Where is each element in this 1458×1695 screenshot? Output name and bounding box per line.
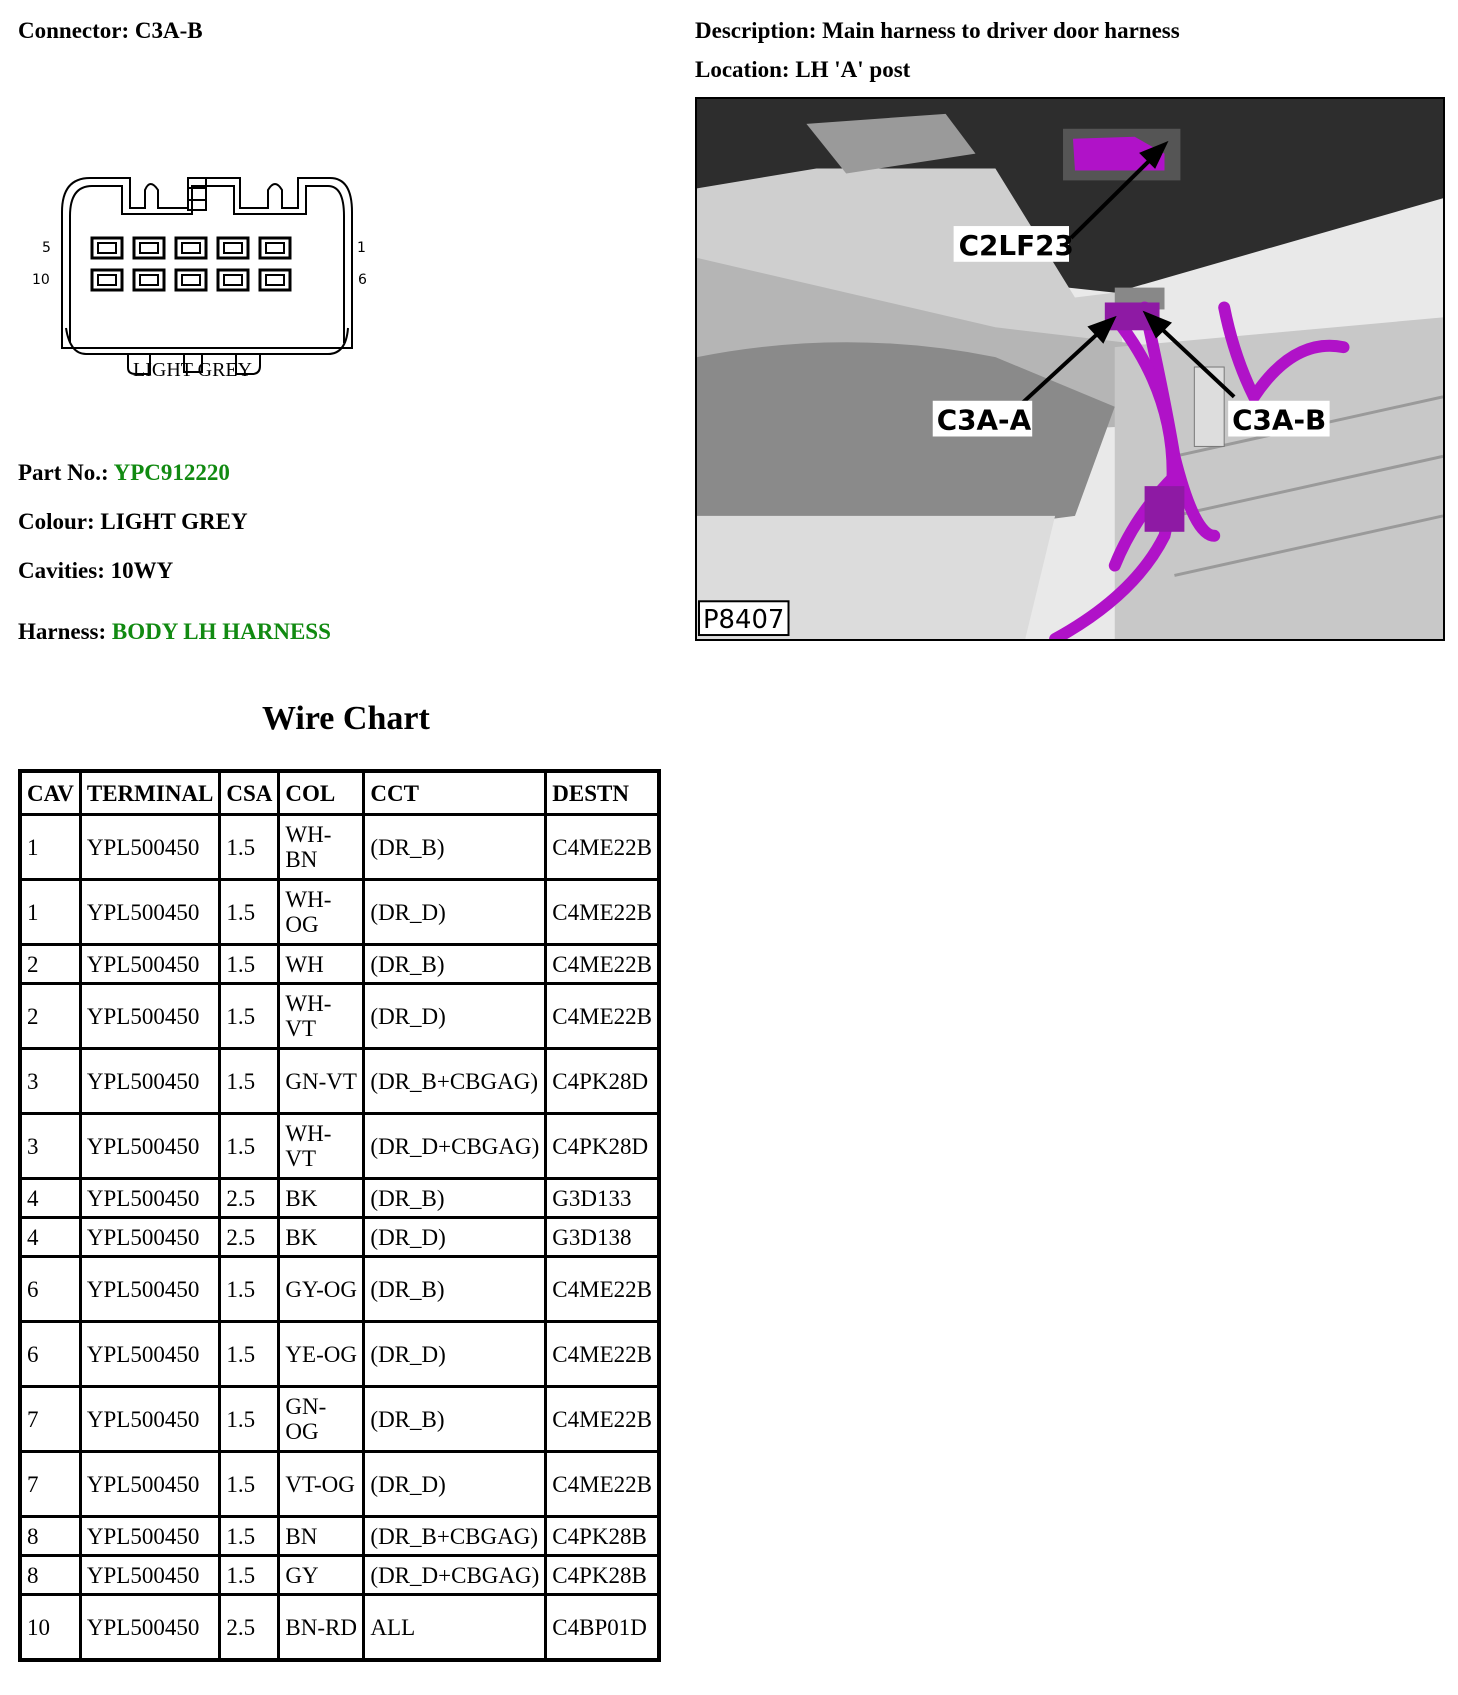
table-cell-cct: (DR_B+CBGAG) (364, 1049, 546, 1114)
table-cell-terminal: YPL500450 (80, 1257, 220, 1322)
wire-chart-table (18, 769, 661, 1662)
table-cell-terminal: YPL500450 (80, 1556, 220, 1595)
table-row (20, 1387, 659, 1452)
pin-cavity-inner (224, 243, 242, 253)
colour-label: Colour: (18, 509, 95, 534)
pin-cavity (260, 270, 290, 290)
table-cell-destn: C4ME22B (546, 984, 659, 1049)
table-row (20, 1257, 659, 1322)
table-cell-cct: (DR_B) (364, 1257, 546, 1322)
table-row (20, 880, 659, 945)
table-cell-terminal: YPL500450 (80, 984, 220, 1049)
table-cell-terminal: YPL500450 (80, 1049, 220, 1114)
table-cell-cct: (DR_B) (364, 1387, 546, 1452)
table-cell-col: WH-BN (279, 815, 364, 880)
table-cell-col: BN (279, 1517, 364, 1556)
pin-label-6: 6 (358, 272, 367, 288)
table-cell-destn: C4ME22B (546, 945, 659, 984)
pin-cavity-inner (224, 275, 242, 285)
table-cell-cav: 10 (20, 1595, 80, 1661)
column-header: CAV (20, 771, 80, 815)
table-cell-cct: (DR_D) (364, 880, 546, 945)
table-cell-cav: 2 (20, 984, 80, 1049)
table-cell-cct: (DR_B) (364, 815, 546, 880)
table-cell-terminal: YPL500450 (80, 1114, 220, 1179)
pin-cavity (134, 238, 164, 258)
table-cell-destn: C4PK28D (546, 1114, 659, 1179)
table-cell-terminal: YPL500450 (80, 1517, 220, 1556)
table-cell-col: GN-VT (279, 1049, 364, 1114)
pin-cavity (176, 270, 206, 290)
connector-label: Connector: (18, 18, 130, 43)
table-cell-col: WH-VT (279, 1114, 364, 1179)
table-cell-cav: 4 (20, 1179, 80, 1218)
table-cell-terminal: YPL500450 (80, 1218, 220, 1257)
column-header: CSA (220, 771, 279, 815)
table-cell-terminal: YPL500450 (80, 815, 220, 880)
table-cell-col: GN-OG (279, 1387, 364, 1452)
column-header: COL (279, 771, 364, 815)
location-line (695, 57, 910, 83)
pin-label-10: 10 (32, 272, 50, 288)
table-cell-destn: C4BP01D (546, 1595, 659, 1661)
table-cell-csa: 1.5 (220, 1387, 279, 1452)
table-cell-cct: (DR_D) (364, 1218, 546, 1257)
table-cell-col: BN-RD (279, 1595, 364, 1661)
table-cell-cct: (DR_D+CBGAG) (364, 1114, 546, 1179)
table-cell-csa: 1.5 (220, 1452, 279, 1517)
description-line (695, 18, 1180, 44)
pin-cavity (218, 238, 248, 258)
pin-cavity (218, 270, 248, 290)
table-cell-cct: (DR_D) (364, 1452, 546, 1517)
table-cell-col: YE-OG (279, 1322, 364, 1387)
table-cell-destn: C4ME22B (546, 815, 659, 880)
pin-cavity (176, 238, 206, 258)
table-cell-terminal: YPL500450 (80, 1452, 220, 1517)
table-cell-terminal: YPL500450 (80, 1179, 220, 1218)
cavities-value: 10WY (110, 558, 174, 583)
location-illustration (695, 97, 1445, 641)
table-row (20, 1114, 659, 1179)
pin-row-top (92, 238, 290, 258)
table-row (20, 1556, 659, 1595)
pin-cavity-inner (140, 275, 158, 285)
table-cell-cav: 7 (20, 1452, 80, 1517)
pin-row-bottom (92, 270, 290, 290)
pin-cavity (134, 270, 164, 290)
table-row (20, 1322, 659, 1387)
table-cell-terminal: YPL500450 (80, 1595, 220, 1661)
pin-label-5: 5 (42, 240, 51, 256)
table-cell-cav: 7 (20, 1387, 80, 1452)
description-value: Main harness to driver door harness (822, 18, 1180, 43)
table-cell-cav: 1 (20, 880, 80, 945)
table-cell-csa: 2.5 (220, 1595, 279, 1661)
part-line (18, 460, 230, 486)
table-row (20, 1595, 659, 1661)
table-row (20, 1179, 659, 1218)
pin-cavity-inner (182, 275, 200, 285)
table-cell-col: WH (279, 945, 364, 984)
table-cell-csa: 2.5 (220, 1179, 279, 1218)
table-cell-col: BK (279, 1218, 364, 1257)
pin-cavity (92, 238, 122, 258)
table-cell-col: GY-OG (279, 1257, 364, 1322)
table-cell-destn: C4PK28B (546, 1556, 659, 1595)
table-row (20, 1452, 659, 1517)
callout-c2lf23: C2LF23 (958, 228, 1074, 262)
table-row (20, 984, 659, 1049)
table-row (20, 1218, 659, 1257)
table-cell-cav: 2 (20, 945, 80, 984)
table-cell-col: WH-OG (279, 880, 364, 945)
table-row (20, 1049, 659, 1114)
table-cell-terminal: YPL500450 (80, 1387, 220, 1452)
colour-value: LIGHT GREY (100, 509, 248, 534)
column-header: DESTN (546, 771, 659, 815)
connector-value: C3A-B (134, 18, 203, 43)
table-cell-destn: C4PK28D (546, 1049, 659, 1114)
table-cell-csa: 1.5 (220, 984, 279, 1049)
part-number-link[interactable]: YPC912220 (113, 460, 230, 485)
table-cell-cct: ALL (364, 1595, 546, 1661)
connector-line (18, 18, 203, 44)
table-cell-col: GY (279, 1556, 364, 1595)
table-cell-destn: C4ME22B (546, 1257, 659, 1322)
table-cell-cct: (DR_D) (364, 1322, 546, 1387)
table-cell-cct: (DR_B) (364, 945, 546, 984)
table-header-row (20, 771, 659, 815)
table-cell-col: WH-VT (279, 984, 364, 1049)
figure-ref: P8407 (702, 605, 785, 636)
pin-cavity-inner (266, 275, 284, 285)
table-row (20, 1517, 659, 1556)
table-cell-cct: (DR_B+CBGAG) (364, 1517, 546, 1556)
pin-cavity-inner (98, 275, 116, 285)
pin-cavity (92, 270, 122, 290)
table-cell-csa: 1.5 (220, 1322, 279, 1387)
harness-label: Harness: (18, 619, 107, 644)
harness-link[interactable]: BODY LH HARNESS (111, 619, 331, 644)
table-cell-csa: 1.5 (220, 1556, 279, 1595)
pin-label-1: 1 (357, 240, 366, 256)
table-cell-csa: 2.5 (220, 1218, 279, 1257)
table-cell-terminal: YPL500450 (80, 945, 220, 984)
table-cell-destn: G3D133 (546, 1179, 659, 1218)
table-row (20, 815, 659, 880)
table-cell-destn: C4ME22B (546, 1322, 659, 1387)
callout-c3a-a: C3A-A (936, 403, 1032, 437)
table-cell-csa: 1.5 (220, 815, 279, 880)
part-label: Part No.: (18, 460, 109, 485)
cavities-line (18, 558, 173, 584)
table-cell-cav: 1 (20, 815, 80, 880)
connector-colour-caption: LIGHT GREY (133, 359, 253, 381)
table-cell-cav: 4 (20, 1218, 80, 1257)
table-cell-destn: G3D138 (546, 1218, 659, 1257)
table-cell-destn: C4ME22B (546, 880, 659, 945)
cavities-label: Cavities: (18, 558, 105, 583)
table-cell-cav: 6 (20, 1322, 80, 1387)
table-cell-cav: 3 (20, 1049, 80, 1114)
table-cell-destn: C4ME22B (546, 1387, 659, 1452)
table-cell-col: BK (279, 1179, 364, 1218)
table-cell-csa: 1.5 (220, 1114, 279, 1179)
table-cell-cav: 8 (20, 1556, 80, 1595)
table-cell-cct: (DR_D) (364, 984, 546, 1049)
callout-c3a-b: C3A-B (1232, 403, 1327, 437)
table-cell-destn: C4PK28B (546, 1517, 659, 1556)
location-value: LH 'A' post (795, 57, 911, 82)
harness-line (18, 619, 331, 645)
connector-face-diagram (30, 168, 370, 388)
description-label: Description: (695, 18, 817, 43)
table-cell-csa: 1.5 (220, 1517, 279, 1556)
table-row (20, 945, 659, 984)
table-cell-cct: (DR_B) (364, 1179, 546, 1218)
table-body (20, 815, 659, 1661)
location-label: Location: (695, 57, 790, 82)
table-cell-col: VT-OG (279, 1452, 364, 1517)
pin-cavity-inner (266, 243, 284, 253)
pin-cavity-inner (182, 243, 200, 253)
table-cell-csa: 1.5 (220, 880, 279, 945)
table-cell-csa: 1.5 (220, 1049, 279, 1114)
table-cell-csa: 1.5 (220, 1257, 279, 1322)
table-cell-terminal: YPL500450 (80, 1322, 220, 1387)
table-cell-cav: 8 (20, 1517, 80, 1556)
table-cell-terminal: YPL500450 (80, 880, 220, 945)
table-cell-csa: 1.5 (220, 945, 279, 984)
column-header: TERMINAL (80, 771, 220, 815)
pin-cavity-inner (140, 243, 158, 253)
pin-cavity (260, 238, 290, 258)
column-header: CCT (364, 771, 546, 815)
table-cell-cav: 6 (20, 1257, 80, 1322)
wire-chart-title: Wire Chart (262, 700, 430, 737)
pin-cavity-inner (98, 243, 116, 253)
colour-line (18, 509, 248, 535)
table-cell-cav: 3 (20, 1114, 80, 1179)
table-cell-destn: C4ME22B (546, 1452, 659, 1517)
table-cell-cct: (DR_D+CBGAG) (364, 1556, 546, 1595)
